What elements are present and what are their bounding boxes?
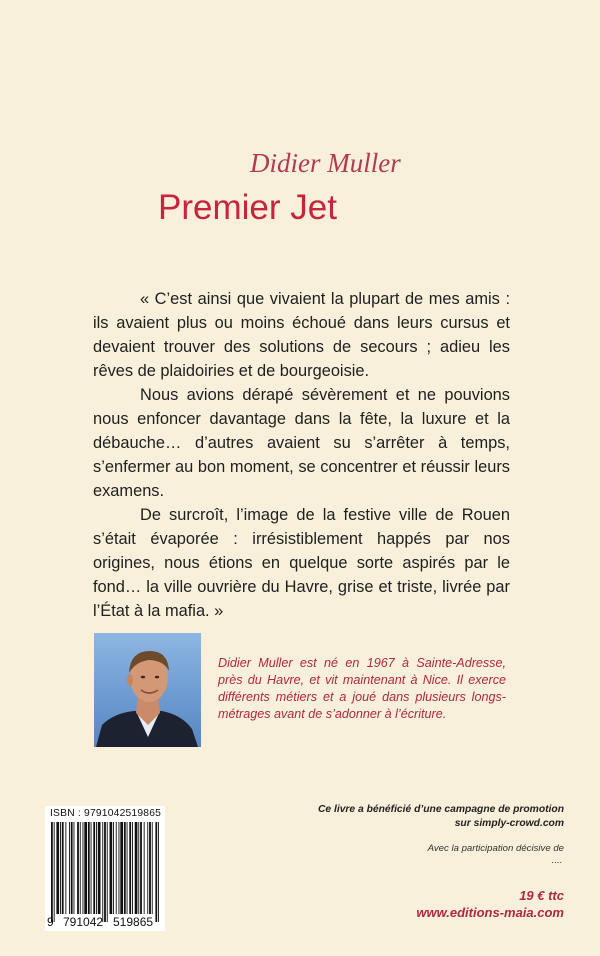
barcode-digit-group-1: 791042 (63, 915, 104, 929)
book-title: Premier Jet (158, 188, 337, 227)
promo-text (244, 803, 564, 831)
blurb-paragraph-3: De surcroît, l’image de la festive ville de Rouen s’était évaporée : irrésistiblement happés par nos origines, nous étions en quelque sorte aspirés par le fond… la ville ouvrière du Havre, grise et triste, livrée par l’État à la mafia. » (93, 506, 510, 620)
isbn-label: ISBN : 9791042519865 (50, 808, 162, 819)
author-name: Didier Muller (250, 148, 401, 178)
participation-note: Avec la participation décisive de (427, 843, 564, 854)
book-price: 19 € ttc (519, 888, 564, 903)
author-photo (94, 633, 201, 747)
barcode-digit-first: 9 (47, 915, 54, 929)
barcode-digit-group-2: 519865 (113, 915, 154, 929)
back-cover-blurb (93, 287, 510, 623)
barcode-bars (45, 806, 165, 931)
blurb-paragraph-2: Nous avions dérapé sévèrement et ne pouvions nous enfoncer davantage dans la fête, la luxure et la débauche… d’autres avaient su s’arrêter à temps, s’enfermer au bon moment, se concentrer et réussir leurs examens. (93, 386, 510, 500)
isbn-barcode (45, 806, 165, 931)
publisher-website: www.editions-maia.com (416, 905, 564, 920)
participation-dots: .... (551, 855, 562, 866)
author-portrait-image (94, 633, 201, 747)
promo-line-2: sur simply-crowd.com (454, 818, 564, 829)
author-bio: Didier Muller est né en 1967 à Sainte-Adresse, près du Havre, et vit maintenant à Nice. Il exerce différents métiers et a joué dans plusieurs longs-métrages avant de s’adonner à l’écriture. (218, 656, 506, 721)
blurb-paragraph-1: « C’est ainsi que vivaient la plupart de mes amis : ils avaient plus ou moins échoué dans leurs cursus et devaient trouver des solutions de secours ; adieu les rêves de plaidoiries et de bourgeoisie. (93, 290, 510, 380)
promo-line-1: Ce livre a bénéficié d’une campagne de promotion (317, 804, 564, 815)
